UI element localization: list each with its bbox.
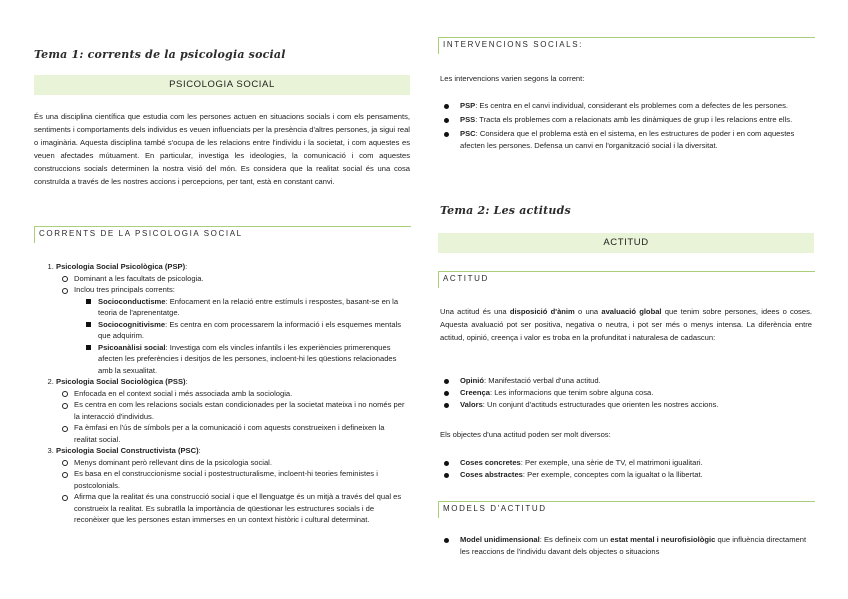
- current-psicoanalisi: Psicoanàlisi social: Investiga com els vincles infantils i les experiències primerenques afecten les preferències i desitjos de les persones, incloent-hi les qüestions relacionades amb la sexualitat.: [98, 342, 408, 377]
- psc-item: 3. Psicologia Social Constructivista (PSC): Menys dominant però rellevant dins de la psicologia social. Es basa en el construccionisme social i postestructuralisme, incloent-hi teories feministes i postcolonials. Afirma que la realitat és una construcció social i que el llenguatge és un mitjà a través del qual es construeix la realitat. Es subratlla la importància de qüestionar les estructures socials i de reconèixer que les persones estan immerses en un context històric i cultural determinat.: [56, 445, 408, 526]
- interv-psp: PSP: Es centra en el canvi individual, considerant els problemes com a defectes de les persones.: [460, 100, 816, 112]
- list-item: Es basa en el construccionisme social i postestructuralisme, incloent-hi teories feministes i postcolonials.: [74, 468, 408, 491]
- actitud-definition: Una actitud és una disposició d'ànim o una avaluació global que tenim sobre persones, idees o coses. Aquesta avaluació pot ser positiva, negativa o neutra, i pot ser més o menys intensa. La diferència entre actitud, opinió, creença i valor es troba en la profunditat i naturalesa de cadascun:: [440, 307, 812, 342]
- psc-title: Psicologia Social Constructivista (PSC): [56, 446, 199, 455]
- model-unidimensional: Model unidimensional: Es defineix com un estat mental i neurofisiològic que influència directament les reaccions de l'individu davant dels objectes o situacions: [460, 534, 816, 558]
- list-item: Enfocada en el context social i més associada amb la sociologia.: [74, 388, 408, 400]
- objects-intro: Els objectes d'una actitud poden ser molt diversos:: [440, 430, 611, 439]
- intervencions-intro: Les intervencions varien segons la corrent:: [440, 74, 585, 83]
- intervencions-head: INTERVENCIONS SOCIALS:: [438, 37, 815, 54]
- interv-psc: PSC: Considera que el problema està en el sistema, en les estructures de poder i en com aquestes afecten les persones. Defensa un canvi en l'organització social i la diversitat.: [460, 128, 816, 152]
- corrents-section-head: CORRENTS DE LA PSICOLOGIA SOCIAL: [34, 226, 411, 243]
- intervencions-list: [440, 100, 816, 152]
- actitud-band: ACTITUD: [438, 233, 814, 253]
- pss-item: 2. Psicologia Social Sociològica (PSS): Enfocada en el context social i més associada amb la sociologia. Es centra en com les relacions socials estan condicionades per la societat mateixa i no només per la interacció d'individus. Fa èmfasi en l'ús de símbols per a la comunicació i com aquests construeixen i defineixen la realitat social.: [56, 376, 408, 445]
- tema2-title: Tema 2: Les actituds: [440, 204, 571, 217]
- current-sociocognitivisme: Sociocognitivisme: Es centra en com processarem la informació i els esquemes mentals que adquirim.: [98, 319, 408, 342]
- tema1-title: Tema 1: corrents de la psicologia social: [34, 48, 286, 61]
- models-head: MODELS D'ACTITUD: [438, 501, 815, 518]
- list-item: Menys dominant però rellevant dins de la psicologia social.: [74, 457, 408, 469]
- def-creenca: Creença: Les informacions que tenim sobre alguna cosa.: [460, 387, 816, 399]
- object-concretes: Coses concretes: Per exemple, una sèrie de TV, el matrimoni igualitari.: [460, 457, 816, 469]
- object-abstractes: Coses abstractes: Per exemple, conceptes com la igualtat o la llibertat.: [460, 469, 816, 481]
- psp-title: Psicologia Social Psicològica (PSP): [56, 262, 186, 271]
- pss-title: Psicologia Social Sociològica (PSS): [56, 377, 186, 386]
- definitions-list: [440, 375, 816, 411]
- def-opinio: Opinió: Manifestació verbal d'una actitud.: [460, 375, 816, 387]
- current-socioconductisme: Socioconductisme: Enfocament en la relació entre estímuls i respostes, basant-se en la teoria de l'aprenentatge.: [98, 296, 408, 319]
- actitud-head: ACTITUD: [438, 271, 815, 288]
- psicologia-social-band: PSICOLOGIA SOCIAL: [34, 75, 410, 95]
- interv-pss: PSS: Tracta els problemes com a relacionats amb les dinàmiques de grup i les relacions entre ells.: [460, 114, 816, 126]
- list-item: Inclou tres principals corrents: Socioconductisme: Enfocament en la relació entre estímuls i respostes, basant-se en la teoria de l'aprenentatge. Sociocognitivisme: Es centra en com processarem la informació i els esquemes mentals que adquirim. Psicoanàlisi social: Investiga com els vincles infantils i les experiències primerenques afecten les preferències i desitjos de les persones, incloent-hi les qüestions relacionades amb la sexualitat.: [74, 284, 408, 376]
- list-item: Afirma que la realitat és una construcció social i que el llenguatge és un mitjà a través del qual es construeix la realitat. Es subratlla la importància de qüestionar les estructures socials i de reconèixer que les persones estan immerses en un context històric i cultural determinat.: [74, 491, 408, 526]
- list-item: Es centra en com les relacions socials estan condicionades per la societat mateixa i no només per la interacció d'individus.: [74, 399, 408, 422]
- list-item: Fa èmfasi en l'ús de símbols per a la comunicació i com aquests construeixen i defineixen la realitat social.: [74, 422, 408, 445]
- psp-item: 1. Psicologia Social Psicològica (PSP): Dominant a les facultats de psicologia. Inclou tres principals corrents: Socioconductisme: Enfocament en la relació entre estímuls i respostes, basant-se en la teoria de l'aprenentatge. Sociocognitivisme: Es centra en com processarem la informació i els esquemes mentals que adquirim. Psicoanàlisi social: Investiga com els vincles infantils i les experiències primerenques afecten les preferències i desitjos de les persones, incloent-hi les qüestions relacionades amb la sexualitat.: [56, 261, 408, 376]
- list-item: Dominant a les facultats de psicologia.: [74, 273, 408, 285]
- intro-paragraph: És una disciplina científica que estudia com les persones actuen en situacions socials i com els pensaments, sentiments i comportaments dels individus es veuen influenciats per la presència d'altres persones, ja sigui real o imaginària. Aquesta disciplina també s'ocupa de les relacions entre l'individu i la societat, i com aquestes es veuen afectades mútuament. En particular, investiga les ideologies, la comunicació i com aquestes construccions socials determinen la nostra visió del món. Es considera que la realitat social és una cosa construïda a través de les nostres accions i percepcions, per tant, està en constant canvi.: [34, 112, 410, 186]
- objects-list: [440, 457, 816, 481]
- def-valors: Valors: Un conjunt d'actituds estructurades que orienten les nostres accions.: [460, 399, 816, 411]
- corrents-list: [34, 261, 408, 526]
- models-list: [440, 534, 816, 558]
